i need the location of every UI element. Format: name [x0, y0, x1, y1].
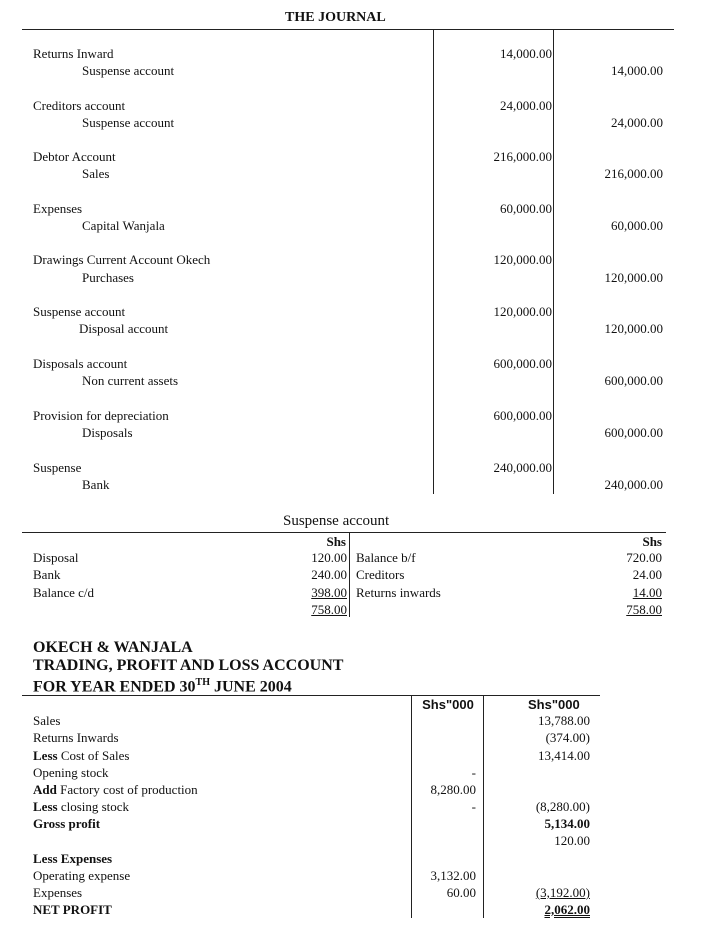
journal-credit-account: Purchases [82, 270, 134, 285]
tpl-row-col2: (8,280.00) [535, 799, 590, 814]
journal-credit-account: Disposal account [79, 321, 169, 336]
journal-credit-amount: 24,000.00 [611, 115, 663, 130]
suspense-top-rule [22, 532, 666, 533]
suspense-left-amount: 240.00 [311, 567, 347, 582]
journal-debit-account: Creditors account [33, 98, 126, 113]
suspense-left-label: Balance c/d [33, 585, 94, 600]
tpl-row-label: Less Expenses [33, 851, 113, 866]
journal-debit-account: Disposals account [33, 356, 128, 371]
tpl-row-label: Operating expense [33, 868, 131, 883]
suspense-left-amount: 398.00 [311, 585, 347, 600]
journal-credit-amount: 216,000.00 [604, 166, 663, 181]
tpl-title-period: FOR YEAR ENDED 30TH JUNE 2004 [33, 677, 292, 696]
journal-credit-account: Sales [82, 166, 110, 181]
tpl-row-label: Less Cost of Sales [33, 748, 130, 763]
tpl-col-line-1 [411, 696, 412, 918]
journal-credit-amount: 240,000.00 [604, 477, 663, 492]
suspense-center-line [349, 533, 350, 617]
suspense-left-amount: 120.00 [311, 550, 347, 565]
tpl-col1-header: Shs"000 [422, 697, 474, 712]
tpl-row-label: Expenses [33, 885, 83, 900]
journal-debit-amount: 120,000.00 [493, 304, 552, 319]
suspense-left-label: Disposal [33, 550, 79, 565]
journal-credit-account: Disposals [82, 425, 133, 440]
journal-col-line-1 [433, 29, 434, 494]
journal-credit-account: Suspense account [82, 115, 175, 130]
journal-credit-amount: 600,000.00 [604, 425, 663, 440]
journal-credit-amount: 60,000.00 [611, 218, 663, 233]
journal-credit-account: Suspense account [82, 63, 175, 78]
suspense-right-amount: 720.00 [626, 550, 662, 565]
tpl-row-col1: - [471, 799, 476, 814]
tpl-row-col2: 13,788.00 [538, 713, 590, 728]
journal-debit-amount: 14,000.00 [500, 46, 552, 61]
tpl-row-label: Less closing stock [33, 799, 130, 814]
tpl-row-col2: (3,192.00) [535, 885, 590, 900]
tpl-row-col1: 8,280.00 [430, 782, 476, 797]
tpl-row-label: Returns Inwards [33, 730, 119, 745]
suspense-left-total: 758.00 [311, 602, 347, 617]
journal-debit-account: Suspense account [33, 304, 126, 319]
tpl-row-label: Sales [33, 713, 61, 728]
tpl-title-statement: TRADING, PROFIT AND LOSS ACCOUNT [33, 657, 344, 674]
tpl-row-col1: 3,132.00 [430, 868, 476, 883]
tpl-header-rule [22, 695, 600, 696]
tpl-row-label: NET PROFIT [33, 902, 112, 917]
journal-credit-amount: 600,000.00 [604, 373, 663, 388]
journal-debit-account: Provision for depreciation [33, 408, 169, 423]
journal-debit-amount: 120,000.00 [493, 252, 552, 267]
journal-debit-account: Returns Inward [33, 46, 114, 61]
suspense-right-label: Creditors [356, 567, 405, 582]
journal-credit-amount: 120,000.00 [604, 321, 663, 336]
journal-credit-account: Bank [82, 477, 110, 492]
journal-debit-amount: 216,000.00 [493, 149, 552, 164]
journal-col-line-2 [553, 29, 554, 494]
suspense-title: Suspense account [283, 513, 390, 529]
suspense-right-amount: 14.00 [632, 585, 662, 600]
journal-debit-amount: 600,000.00 [493, 408, 552, 423]
journal-debit-amount: 60,000.00 [500, 201, 552, 216]
tpl-title-company: OKECH & WANJALA [33, 639, 193, 656]
suspense-right-total: 758.00 [626, 602, 662, 617]
journal-credit-amount: 14,000.00 [611, 63, 663, 78]
journal-debit-account: Expenses [33, 201, 83, 216]
journal-credit-account: Capital Wanjala [82, 218, 165, 233]
tpl-row-col2: 2,062.00 [544, 902, 590, 917]
journal-debit-amount: 240,000.00 [493, 460, 552, 475]
suspense-left-label: Bank [33, 567, 61, 582]
tpl-col-line-2 [483, 696, 484, 918]
tpl-row-col2: (374.00) [545, 730, 590, 745]
tpl-row-col1: 60.00 [446, 885, 476, 900]
tpl-row-label: Add Factory cost of production [33, 782, 198, 797]
suspense-right-label: Returns inwards [356, 585, 441, 600]
tpl-row-label: Opening stock [33, 765, 109, 780]
tpl-col2-header: Shs"000 [528, 697, 580, 712]
tpl-row-col2: 13,414.00 [538, 748, 590, 763]
suspense-left-header: Shs [326, 534, 346, 549]
tpl-row-col2: 120.00 [554, 833, 590, 848]
tpl-row-label: Gross profit [33, 816, 101, 831]
suspense-right-amount: 24.00 [632, 567, 662, 582]
journal-debit-account: Debtor Account [33, 149, 116, 164]
tpl-row-col2: 5,134.00 [544, 816, 590, 831]
tpl-row-col1: - [471, 765, 476, 780]
journal-debit-account: Drawings Current Account Okech [33, 252, 211, 267]
journal-credit-amount: 120,000.00 [604, 270, 663, 285]
journal-debit-account: Suspense [33, 460, 82, 475]
journal-debit-amount: 600,000.00 [493, 356, 552, 371]
journal-credit-account: Non current assets [82, 373, 179, 388]
journal-top-rule [22, 29, 674, 30]
journal-debit-amount: 24,000.00 [500, 98, 552, 113]
suspense-right-header: Shs [642, 534, 662, 549]
journal-title: THE JOURNAL [285, 10, 386, 25]
suspense-right-label: Balance b/f [356, 550, 416, 565]
